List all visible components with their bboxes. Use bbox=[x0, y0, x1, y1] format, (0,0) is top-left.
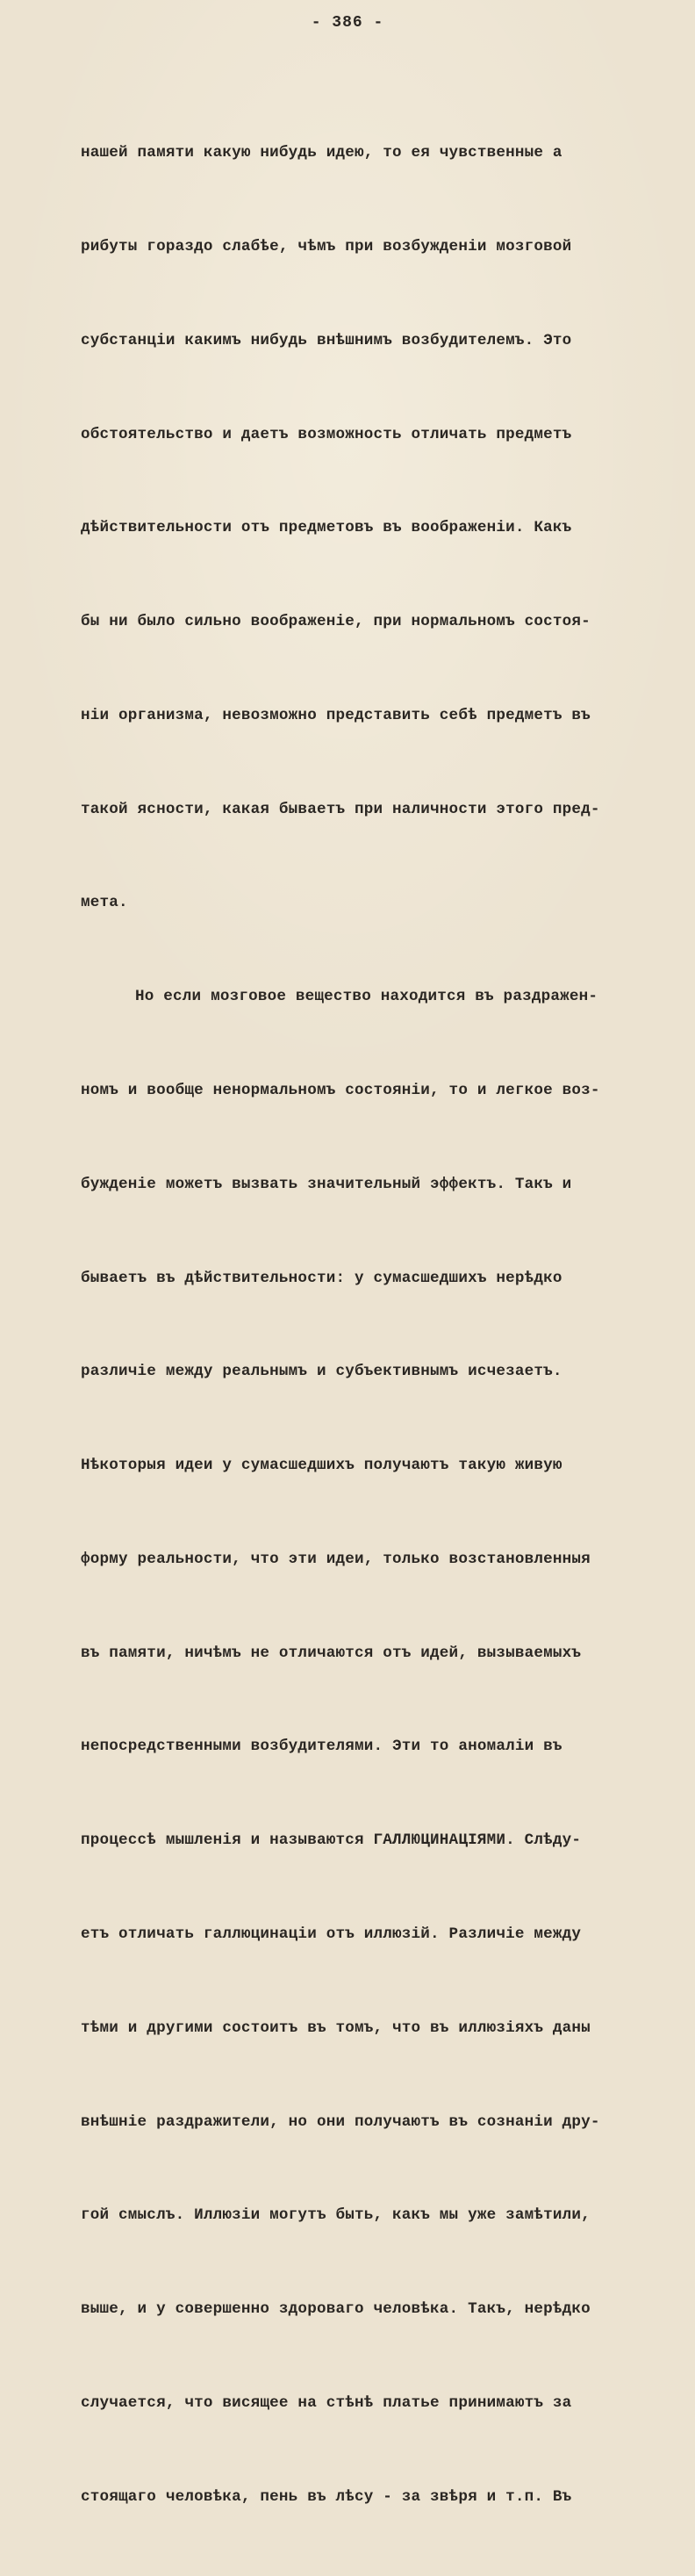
text-line: бужденіе можетъ вызвать значительный эффектъ. Такъ и bbox=[81, 1175, 572, 1193]
text-line: обстоятельство и даетъ возможность отличать предметъ bbox=[81, 425, 572, 443]
text-line: гой смыслъ. Иллюзіи могутъ быть, какъ мы уже замѣтили, bbox=[81, 2206, 591, 2225]
paragraph-start-line: Но если мозговое вещество находится въ раздражен- bbox=[135, 988, 598, 1006]
text-line: выше, и у совершенно здороваго человѣка. Такъ, нерѣдко bbox=[81, 2300, 591, 2319]
text-line: бы ни было сильно воображеніе, при нормальномъ состоя- bbox=[81, 613, 591, 631]
text-line: мета. bbox=[81, 894, 128, 912]
body-text bbox=[81, 76, 695, 2576]
page-number: - 386 - bbox=[311, 14, 384, 32]
text-line: рибуты гораздо слабѣе, чѣмъ при возбужденіи мозговой bbox=[81, 237, 572, 255]
text-line: тѣми и другими состоитъ въ томъ, что въ иллюзіяхъ даны bbox=[81, 2018, 591, 2037]
text-line: различіе между реальнымъ и субъективнымъ исчезаетъ. bbox=[81, 1363, 562, 1381]
text-line: стоящаго человѣка, пень въ лѣсу - за звѣря и т.п. Въ bbox=[81, 2487, 572, 2506]
text-line: Нѣкоторыя идеи у сумасшедшихъ получаютъ такую живую bbox=[81, 1457, 562, 1475]
text-line: случается, что висящее на стѣнѣ платье принимаютъ за bbox=[81, 2393, 572, 2412]
text-line: ніи организма, невозможно представить себѣ предметъ въ bbox=[81, 706, 591, 724]
text-line: етъ отличать галлюцинаціи отъ иллюзій. Различіе между bbox=[81, 1925, 582, 1944]
text-line: внѣшніе раздражители, но они получаютъ въ сознаніи дру- bbox=[81, 2112, 600, 2131]
text-line: форму реальности, что эти идеи, только возстановленныя bbox=[81, 1550, 591, 1568]
text-line: такой ясности, какая бываетъ при наличности этого пред- bbox=[81, 800, 600, 818]
text-line: дѣйствительности отъ предметовъ въ воображеніи. Какъ bbox=[81, 519, 572, 537]
text-line: непосредственными возбудителями. Эти то аномаліи въ bbox=[81, 1738, 562, 1756]
text-line: въ памяти, ничѣмъ не отличаются отъ идей, вызываемыхъ bbox=[81, 1644, 582, 1662]
text-line: нашей памяти какую нибудь идею, то ея чувственные а bbox=[81, 144, 562, 162]
text-line: бываетъ въ дѣйствительности: у сумасшедшихъ нерѣдко bbox=[81, 1269, 562, 1287]
text-line: процессѣ мышленія и называются ГАЛЛЮЦИНАЦІЯМИ. Слѣду- bbox=[81, 1831, 582, 1850]
text-line: субстанціи какимъ нибудь внѣшнимъ возбудителемъ. Это bbox=[81, 331, 572, 349]
text-line: номъ и вообще ненормальномъ состояніи, то и легкое воз- bbox=[81, 1082, 600, 1099]
